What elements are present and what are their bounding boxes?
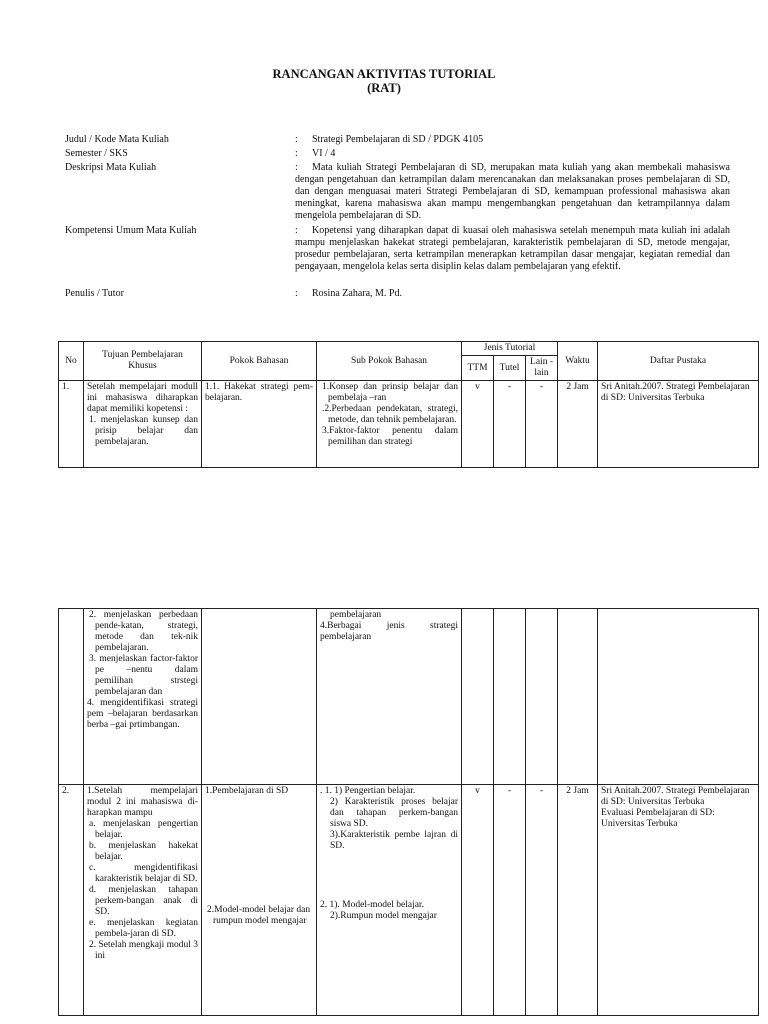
- semester-label: Semester / SKS: [65, 148, 128, 159]
- semester-text: VI / 4: [312, 148, 336, 159]
- daftar-item: Evaluasi Pembelajaran di SD: Universitas Terbuka: [601, 808, 715, 829]
- sub-spacer: [320, 852, 458, 900]
- row-sub: [317, 785, 462, 1016]
- kompetensi-value: [295, 225, 730, 273]
- row-tutel: [494, 609, 526, 785]
- row-no: 1.: [59, 381, 84, 468]
- pokok-spacer: [205, 797, 313, 905]
- row-pokok: [202, 785, 317, 1016]
- tujuan-item: a. menjelaskan pengertian belajar.: [89, 819, 198, 840]
- header-tutel: Tutel: [494, 356, 526, 381]
- tujuan-intro: 1.Setelah mempelajari modul 2 ini mahasiswa di-harapkan mampu: [87, 786, 198, 818]
- colon: :: [295, 162, 298, 173]
- sub-item: 1.Konsep dan prinsip belajar dan pembelaja –ran: [322, 382, 458, 403]
- daftar-item: Sri Anitah.2007. Strategi Pembelajaran di SD: Universitas Terbuka: [601, 786, 750, 807]
- row-waktu: 2 Jam: [558, 381, 598, 468]
- header-jenis-tutorial: Jenis Tutorial: [462, 342, 558, 356]
- row-daftar: Sri Anitah.2007. Strategi Pembelajaran di SD: Universitas Terbuka: [598, 381, 759, 468]
- row-no: [59, 609, 84, 785]
- row-lain: -: [526, 785, 558, 1016]
- tujuan-item: 2. Setelah mengkaji modul 3 ini: [89, 940, 198, 961]
- tujuan-item: b. menjelaskan hakekat belajar.: [89, 841, 198, 862]
- tujuan-intro: Setelah mempelajari modull ini mahasiswa diharapkan dapat memiliki kopetensi :: [87, 382, 198, 414]
- sub-item: 3).Karakteristik pembe lajran di SD.: [330, 830, 458, 851]
- tujuan-item: d. menjelaskan tahapan perkem-bangan anak di SD.: [89, 885, 198, 917]
- header-waktu: Waktu: [558, 342, 598, 381]
- judul-text: Strategi Pembelajaran di SD / PDGK 4105: [312, 134, 484, 145]
- row-pokok: [202, 609, 317, 785]
- kompetensi-label: Kompetensi Umum Mata Kuliah: [65, 225, 197, 236]
- row-ttm: [462, 609, 494, 785]
- judul-value: [295, 134, 730, 146]
- row-tutel: -: [494, 785, 526, 1016]
- penulis-text: Rosina Zahara, M. Pd.: [312, 288, 402, 299]
- table-row: [59, 785, 759, 1016]
- row-ttm: v: [462, 381, 494, 468]
- row-tujuan: [84, 785, 202, 1016]
- tujuan-item: e. menjelaskan kegiatan pembela-jaran di SD.: [89, 918, 198, 939]
- header-no: No: [59, 342, 84, 381]
- semester-value: [295, 148, 730, 160]
- header-sub: Sub Pokok Bahasan: [317, 342, 462, 381]
- sub-item: 2. 1). Model-model belajar.: [320, 900, 424, 910]
- header-lain: Lain -lain: [526, 356, 558, 381]
- row-waktu: 2 Jam: [558, 785, 598, 1016]
- tujuan-item: 4. mengidentifikasi strategi pem –belajaran berdasarkan berba –gai prtimbangan.: [87, 698, 198, 730]
- row-ttm: v: [462, 785, 494, 1016]
- kompetensi-text: Kopetensi yang diharapkan dapat di kuasai oleh mahasiswa setelah menempuh mata kuliah ini adalah mampu menjelaskan hakekat strategi pembelajaran, karakteristik pembelajaran di SD, metode mengajar, prosedur pembelajaran, serta ketrampilan menerapkan ketrampilan dasar mengajar, kegiatan remedial dan pengayaan, mengelola kelas serta disiplin kelas dalam pembelajaran yang efektif.: [295, 225, 730, 272]
- row-waktu: [558, 609, 598, 785]
- header-daftar: Daftar Pustaka: [598, 342, 759, 381]
- row-tujuan: [84, 609, 202, 785]
- deskripsi-text: Mata kuliah Strategi Pembelajaran di SD, merupakan mata kuliah yang akan membekali mahasiswa dengan pengetahuan dan ketrampilan dalam merencanakan dan melaksanakan proses pembelajaran di SD, dan dengan menguasai materi Strategi Pembelajaran di SD, kemampuan professional mahasiswa akan meningkat, karena mahasiswa akan mampu mengembangkan pengetahuan dan ketrampilannya dalam mengelola pembelajaran di SD.: [295, 162, 730, 221]
- colon: :: [295, 225, 298, 236]
- table-row: [59, 381, 759, 468]
- penulis-value: [295, 288, 730, 300]
- row-no: 2.: [59, 785, 84, 1016]
- document-title: RANCANGAN AKTIVITAS TUTORIAL: [272, 67, 496, 81]
- pokok-item: 1.Pembelajaran di SD: [205, 786, 289, 796]
- colon: :: [295, 134, 298, 145]
- tutorial-table-page1: [58, 341, 759, 468]
- tujuan-item: 3. menjelaskan factor-faktor pe –nentu dalam pemilihan strstegi pembelajaran dan: [89, 654, 198, 697]
- row-tutel: -: [494, 381, 526, 468]
- row-sub: [317, 381, 462, 468]
- pokok-item: 2.Model-model belajar dan rumpun model mengajar: [207, 905, 311, 926]
- header-pokok: Pokok Bahasan: [202, 342, 317, 381]
- header-tujuan: Tujuan Pembelajaran Khusus: [84, 342, 202, 381]
- row-lain: [526, 609, 558, 785]
- tujuan-item: c. mengidentifikasi karakteristik belajar di SD.: [89, 863, 198, 884]
- deskripsi-label: Deskripsi Mata Kuliah: [65, 162, 157, 173]
- sub-item: 2).Rumpun model mengajar: [330, 911, 437, 921]
- colon: :: [295, 288, 298, 299]
- tujuan-item: 2. menjelaskan perbedaan pende-katan, strategi, metode dan tek-nik pembelajaran.: [89, 610, 198, 653]
- sub-item: . 1. 1) Pengertian belajar.: [320, 786, 416, 796]
- tujuan-item: 1. menjelaskan kunsep dan prisip belajar dan pembelajaran.: [89, 415, 198, 447]
- colon: :: [295, 148, 298, 159]
- tutorial-table-page2: [58, 608, 759, 1016]
- sub-item: .2.Perbedaan pendekatan, strategi, metode, dan tehnik pembelajaran.: [322, 404, 458, 425]
- row-tujuan: [84, 381, 202, 468]
- row-lain: -: [526, 381, 558, 468]
- penulis-label: Penulis / Tutor: [65, 288, 124, 299]
- judul-label: Judul / Kode Mata Kuliah: [65, 134, 169, 145]
- sub-item: 4.Berbagai jenis strategi pembelajaran: [320, 621, 458, 642]
- sub-item: 2) Karakteristik proses belajar dan tahapan perkem-bangan siswa SD.: [330, 797, 458, 829]
- sub-item: pembelajaran: [330, 610, 382, 620]
- row-pokok: 1.1. Hakekat strategi pem-belajaran.: [202, 381, 317, 468]
- header-ttm: TTM: [462, 356, 494, 381]
- document-subtitle: (RAT): [367, 81, 401, 95]
- row-sub: [317, 609, 462, 785]
- row-daftar: [598, 785, 759, 1016]
- table-row: [59, 609, 759, 785]
- row-daftar: [598, 609, 759, 785]
- deskripsi-value: [295, 162, 730, 222]
- sub-item: 3.Faktor-faktor penentu dalam pemilihan dan strategi: [322, 426, 458, 447]
